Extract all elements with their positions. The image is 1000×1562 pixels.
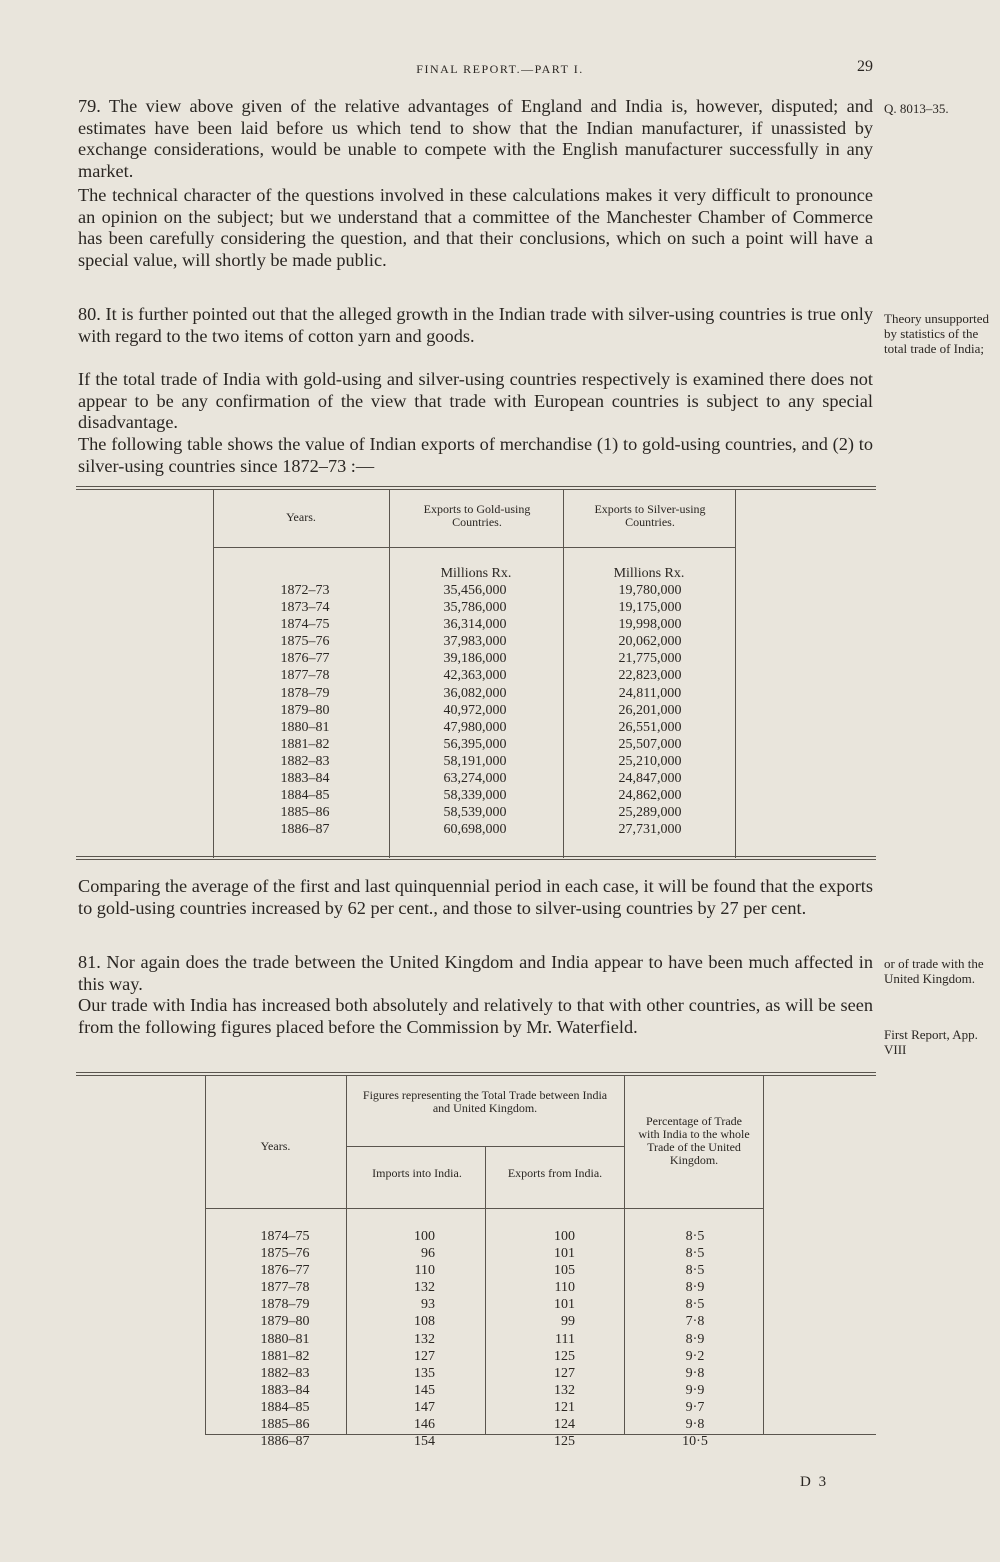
page-number: 29	[857, 58, 873, 75]
paragraph-81-continued: Our trade with India has increased both absolutely and relatively to that with other countries, as will be seen from the following figures placed before the Commission by Mr. Waterfield.	[78, 995, 873, 1037]
table-column-divider	[389, 490, 390, 858]
table-cell-silver-exports: 24,862,000	[618, 788, 682, 804]
percentage-header: Percentage of Trade with India to the whole Trade of the United Kingdom.	[638, 1114, 750, 1167]
table-cell-gold-exports: 35,786,000	[443, 600, 507, 616]
table-column-divider	[763, 1076, 764, 1434]
table-cell-gold-exports: 42,363,000	[443, 668, 507, 684]
table-column-divider	[346, 1076, 347, 1434]
paragraph-80-table-intro: The following table shows the value of Indian exports of merchandise (1) to gold-using countries, and (2) to silver-using countries since 1872–73 :—	[78, 434, 873, 476]
table-cell-year: 1879–80	[280, 702, 330, 718]
table-cell-year: 1873–74	[280, 600, 330, 616]
table-cell-exports: 125	[554, 1434, 575, 1450]
table-cell-percentage: 8·5	[685, 1246, 705, 1262]
table-cell-exports: 100	[554, 1229, 575, 1244]
table-top-rule	[76, 489, 876, 490]
table-column-divider	[485, 1146, 486, 1434]
table-bottom-rule	[205, 1434, 876, 1435]
years-header: Years.	[260, 1139, 291, 1153]
signature-mark: D 3	[800, 1474, 829, 1490]
table-cell-year: 1883–84	[280, 771, 330, 787]
table-column-divider	[205, 1076, 206, 1434]
table-cell-exports: 132	[554, 1382, 575, 1398]
table-cell-imports: 147	[414, 1399, 435, 1415]
table-cell-exports: 111	[555, 1331, 575, 1347]
gold-exports-header: Exports to Gold-using Countries.	[423, 502, 531, 529]
table-cell-percentage: 9·8	[685, 1417, 705, 1433]
margin-note-theory: Theory unsupported by statistics of the total trade of India;	[884, 311, 990, 356]
table-cell-gold-exports: 47,980,000	[443, 719, 507, 735]
table-cell-year: 1877–78	[260, 1280, 310, 1296]
table-subheader-rule	[346, 1146, 624, 1147]
table-cell-silver-exports: 19,998,000	[618, 617, 682, 633]
table-top-rule	[76, 486, 876, 487]
gold-unit-label: Millions Rx.	[440, 566, 512, 581]
paragraph-81: 81. Nor again does the trade between the United Kingdom and India appear to have been much affected in this way.	[78, 952, 873, 994]
table-cell-gold-exports: 37,983,000	[443, 634, 507, 650]
table-bottom-rule	[76, 859, 876, 860]
table-cell-year: 1874–75	[280, 617, 330, 633]
table-cell-exports: 125	[554, 1348, 575, 1364]
silver-unit-label: Millions Rx.	[613, 566, 685, 581]
gold-exports-column	[410, 582, 540, 838]
table-cell-year: 1878–79	[260, 1297, 310, 1313]
table-cell-year: 1882–83	[260, 1365, 310, 1381]
table-cell-imports: 132	[414, 1280, 435, 1296]
table-column-divider	[624, 1076, 625, 1434]
table-cell-percentage: 8·5	[685, 1263, 705, 1279]
table-cell-exports: 127	[554, 1365, 575, 1381]
paragraph-80-comparison: Comparing the average of the first and last quinquennial period in each case, it will be found that the exports to gold-using countries increased by 62 per cent., and those to silver-using countries by 27 per cent.	[78, 876, 873, 918]
exports-column	[500, 1228, 575, 1450]
table-cell-silver-exports: 25,289,000	[618, 805, 682, 821]
table-cell-silver-exports: 25,210,000	[618, 753, 682, 769]
paragraph-80: 80. It is further pointed out that the alleged growth in the Indian trade with silver-using countries is true only with regard to the two items of cotton yarn and goods.	[78, 304, 873, 346]
table-cell-percentage: 7·8	[685, 1314, 705, 1330]
percentage-column	[660, 1228, 730, 1450]
table-cell-year: 1874–75	[260, 1229, 310, 1244]
table-cell-exports: 110	[554, 1280, 575, 1296]
margin-note-first-report: First Report, App. VIII	[884, 1027, 978, 1057]
table-cell-silver-exports: 27,731,000	[618, 822, 682, 838]
silver-exports-header: Exports to Silver-using Countries.	[594, 502, 706, 529]
table-cell-gold-exports: 58,339,000	[443, 788, 507, 804]
table-cell-exports: 99	[561, 1314, 575, 1330]
table-cell-gold-exports: 40,972,000	[443, 702, 507, 718]
table-cell-imports: 132	[414, 1331, 435, 1347]
table-cell-percentage: 10·5	[682, 1434, 708, 1450]
table-cell-silver-exports: 20,062,000	[618, 634, 682, 650]
imports-header: Imports into India.	[372, 1166, 462, 1180]
table-cell-year: 1878–79	[280, 685, 330, 701]
table-cell-year: 1886–87	[260, 1434, 310, 1450]
table-cell-imports: 154	[414, 1434, 435, 1450]
table-cell-imports: 146	[414, 1417, 435, 1433]
margin-note-question-ref: Q. 8013–35.	[884, 101, 949, 116]
table-cell-percentage: 8·5	[685, 1229, 705, 1244]
margin-note-uk-trade: or of trade with the United Kingdom.	[884, 956, 984, 986]
table-cell-exports: 124	[554, 1417, 575, 1433]
table-cell-percentage: 9·7	[685, 1399, 705, 1415]
table-bottom-rule	[76, 856, 876, 857]
table-cell-gold-exports: 56,395,000	[443, 736, 507, 752]
table-cell-year: 1885–86	[280, 805, 330, 821]
table-cell-silver-exports: 26,201,000	[618, 702, 682, 718]
table-cell-imports: 108	[414, 1314, 435, 1330]
table-cell-year: 1881–82	[280, 736, 330, 752]
table-header-rule	[205, 1208, 763, 1209]
table-cell-year: 1883–84	[260, 1382, 310, 1398]
table-cell-year: 1886–87	[280, 822, 330, 838]
table-cell-exports: 101	[554, 1297, 575, 1313]
table-cell-exports: 101	[554, 1246, 575, 1262]
table-cell-imports: 135	[414, 1365, 435, 1381]
table-cell-gold-exports: 35,456,000	[443, 583, 507, 598]
table-cell-imports: 110	[414, 1263, 435, 1279]
table-cell-silver-exports: 24,811,000	[618, 685, 682, 701]
table-cell-year: 1876–77	[280, 651, 330, 667]
table-cell-year: 1879–80	[260, 1314, 310, 1330]
table-top-rule	[76, 1072, 876, 1073]
table-cell-year: 1884–85	[280, 788, 330, 804]
table-cell-silver-exports: 21,775,000	[618, 651, 682, 667]
table-cell-silver-exports: 24,847,000	[618, 771, 682, 787]
table-cell-imports: 127	[414, 1348, 435, 1364]
table-cell-year: 1881–82	[260, 1348, 310, 1364]
table-header-rule	[213, 547, 735, 548]
table-cell-gold-exports: 36,314,000	[443, 617, 507, 633]
table-cell-year: 1876–77	[260, 1263, 310, 1279]
table-cell-year: 1875–76	[260, 1246, 310, 1262]
table-cell-silver-exports: 22,823,000	[618, 668, 682, 684]
table-cell-percentage: 8·9	[685, 1331, 705, 1347]
table-cell-percentage: 8·5	[685, 1297, 705, 1313]
running-header: FINAL REPORT.—PART I.	[416, 62, 584, 76]
silver-exports-column	[585, 582, 715, 838]
table-cell-imports: 145	[414, 1382, 435, 1398]
table-cell-gold-exports: 39,186,000	[443, 651, 507, 667]
exports-header: Exports from India.	[507, 1166, 603, 1180]
years-header: Years.	[286, 510, 316, 524]
table-cell-year: 1872–73	[280, 583, 330, 598]
years-column	[240, 582, 370, 838]
table-cell-imports: 96	[421, 1246, 435, 1262]
paragraph-80-continued: If the total trade of India with gold-using and silver-using countries respectively is examined there does not appear to be any confirmation of the view that trade with European countries is subject to any special disadvantage.	[78, 369, 873, 432]
table-cell-exports: 105	[554, 1263, 575, 1279]
table-cell-year: 1885–86	[260, 1417, 310, 1433]
paragraph-79: 79. The view above given of the relative advantages of England and India is, however, disputed; and estimates have been laid before us which tend to show that the Indian manufacturer, if unassisted by exchange considerations, would be unable to compete with the English manufacturer successfully in any market.	[78, 96, 873, 181]
table-column-divider	[563, 490, 564, 858]
table-column-divider	[735, 490, 736, 858]
table-cell-imports: 100	[414, 1229, 435, 1244]
table-cell-year: 1877–78	[280, 668, 330, 684]
table-column-divider	[213, 490, 214, 858]
table-cell-gold-exports: 36,082,000	[443, 685, 507, 701]
table-cell-exports: 121	[554, 1399, 575, 1415]
table-cell-percentage: 9·2	[685, 1348, 705, 1364]
table-cell-year: 1882–83	[280, 753, 330, 769]
table-cell-gold-exports: 60,698,000	[443, 822, 507, 838]
table-cell-year: 1880–81	[280, 719, 330, 735]
table-cell-year: 1875–76	[280, 634, 330, 650]
table-cell-silver-exports: 19,780,000	[618, 583, 682, 598]
table-cell-imports: 93	[421, 1297, 435, 1313]
table-cell-gold-exports: 58,191,000	[443, 753, 507, 769]
table-cell-silver-exports: 25,507,000	[618, 736, 682, 752]
years-column	[230, 1228, 340, 1450]
imports-column	[360, 1228, 435, 1450]
total-trade-group-header: Figures representing the Total Trade between India and United Kingdom.	[362, 1088, 608, 1115]
table-cell-year: 1880–81	[260, 1331, 310, 1347]
table-cell-silver-exports: 19,175,000	[618, 600, 682, 616]
table-cell-percentage: 9·8	[685, 1365, 705, 1381]
table-cell-percentage: 9·9	[685, 1382, 705, 1398]
table-cell-gold-exports: 58,539,000	[443, 805, 507, 821]
table-cell-silver-exports: 26,551,000	[618, 719, 682, 735]
table-cell-year: 1884–85	[260, 1399, 310, 1415]
paragraph-79-continued: The technical character of the questions involved in these calculations makes it very difficult to pronounce an opinion on the subject; but we understand that a committee of the Manchester Chamber of Commerce has been carefully considering the question, and that their conclusions, which on such a point will have a special value, will shortly be made public.	[78, 185, 873, 270]
table-cell-gold-exports: 63,274,000	[443, 771, 507, 787]
table-top-rule	[76, 1075, 876, 1076]
table-cell-percentage: 8·9	[685, 1280, 705, 1296]
